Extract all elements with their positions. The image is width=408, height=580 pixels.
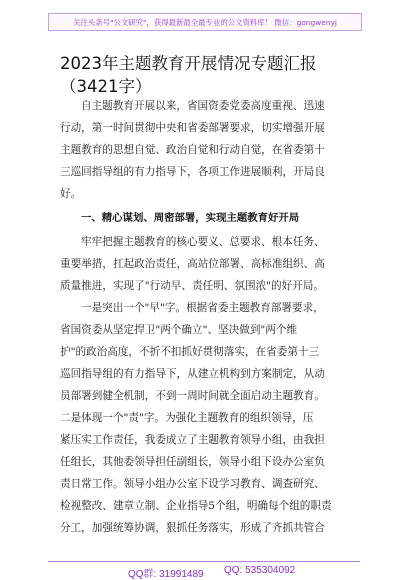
- banner-text: 关注头条号"公文研究"，获得最新最全最专业的公文资料库！ 微信：gongwenyj: [73, 17, 337, 27]
- paragraph-line: 员部署到健全机制，不到一周时间就全面启动主题教育。: [60, 390, 325, 402]
- paragraph-line: 主题教育的思想自觉、政治自觉和行动自觉，在省委第十: [60, 144, 325, 156]
- paragraph-line: 责日常工作。领导小组办公室下设学习教育、调查研究、: [60, 478, 325, 490]
- footer-contact: [48, 561, 360, 578]
- paragraph-line: 分工，加强统筹协调，狠抓任务落实，形成了齐抓共管合: [60, 522, 325, 534]
- header-banner: [48, 13, 362, 31]
- paragraph-line: 自主题教育开展以来，省国资委党委高度重视、迅速: [81, 100, 325, 112]
- paragraph-line: 省国资委从坚定捍卫"两个确立"、坚决做到"两个维: [60, 324, 298, 336]
- paragraph-line: 好。: [60, 188, 82, 200]
- paragraph-line: 巡回指导组的有力指导下，从建立机构到方案制定，从动: [60, 368, 325, 380]
- document-title: 2023年主题教育开展情况专题汇报（3421字）: [60, 54, 317, 96]
- paragraph-line: 重要举措，扛起政治责任，高站位部署、高标准组织、高: [60, 258, 325, 270]
- qq-number: QQ: 535304092: [224, 565, 296, 576]
- paragraph-line: 紧压实工作责任，我委成立了主题教育领导小组，由我担: [60, 434, 325, 446]
- paragraph-line: 任组长，其他委领导担任副组长，领导小组下设办公室负: [60, 456, 325, 468]
- paragraph-line: 检视整改、建章立制、企业指导5个组，明确每个组的职责: [60, 500, 332, 512]
- paragraph-line: 二是体现一个"责"字。为强化主题教育的组织领导，压: [60, 412, 314, 424]
- paragraph-line: 一是突出一个"早"字。根据省委主题教育部署要求，: [81, 302, 324, 314]
- section-heading: 一、精心谋划、周密部署，实现主题教育好开局: [81, 212, 300, 224]
- paragraph-line: 牢牢把握主题教育的核心要义、总要求、根本任务、: [81, 236, 325, 248]
- paragraph-line: 护"的政治高度，不折不扣抓好贯彻落实，在省委第十三: [60, 346, 320, 358]
- qq-group-number: QQ群: 31991489: [128, 569, 204, 580]
- paragraph-line: 质量推进，实现了"行动早、责任明、氛围浓"的好开局。: [60, 280, 324, 292]
- paragraph-line: 三巡回指导组的有力指导下，各项工作进展顺利，开局良: [60, 166, 325, 178]
- paragraph-line: 行动，第一时间贯彻中央和省委部署要求，切实增强开展: [60, 122, 325, 134]
